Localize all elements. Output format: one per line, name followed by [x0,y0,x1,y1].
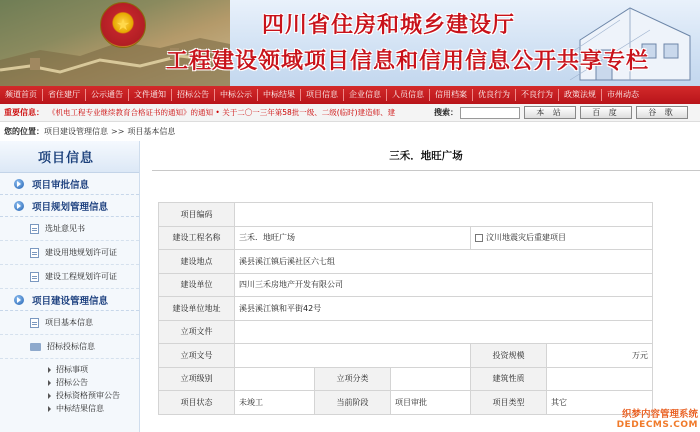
nav-item[interactable]: 项目信息 [301,89,344,101]
field-label: 建设工程名称 [159,226,235,250]
nav-item[interactable]: 招标公告 [172,89,215,101]
table-row [159,250,653,274]
sidebar-leaf-item[interactable]: 招标公告 [0,376,139,389]
document-icon [30,224,39,234]
nav-item[interactable]: 中标公示 [215,89,258,101]
checkbox[interactable] [475,234,483,242]
field-value [235,344,471,368]
search-label: 搜索： [434,108,458,117]
breadcrumb-item[interactable]: 项目建设管理信息 [44,126,108,136]
table-row [159,297,653,321]
sidebar-section-construction[interactable]: 项目建设管理信息 [0,289,139,311]
project-detail-table [158,202,653,415]
field-label: 立项文号 [159,344,235,368]
table-row [159,344,653,368]
breadcrumb [0,123,700,139]
nav-item[interactable]: 政策法规 [559,89,602,101]
national-emblem-icon: ★ [100,2,146,48]
nav-item[interactable]: 企业信息 [344,89,387,101]
sidebar-leaf-item[interactable]: 中标结果信息 [0,402,139,415]
triangle-bullet-icon [48,367,51,373]
sidebar-section-planning[interactable]: 项目规划管理信息 [0,195,139,217]
field-label: 立项级别 [159,367,235,391]
arrow-bullet-icon [14,179,24,189]
nav-item[interactable]: 公示通告 [86,89,129,101]
folder-icon [30,343,41,351]
field-label: 立项文件 [159,320,235,344]
field-value: 溪县溪江镇和平街42号 [235,297,653,321]
field-label: 建设单位地址 [159,297,235,321]
site-title: 四川省住房和城乡建设厅 [262,13,516,38]
sidebar-item-bidding[interactable]: 招标投标信息 [0,335,139,359]
notice-bar [0,104,700,122]
sidebar-header: 项目信息 [0,141,139,173]
triangle-bullet-icon [48,393,51,399]
watermark-domain: DEDECMS.COM [616,420,698,430]
table-row [159,367,653,391]
field-label: 项目状态 [159,391,235,415]
field-value: 四川三禾房地产开发有限公司 [235,273,653,297]
nav-item[interactable]: 信用档案 [430,89,473,101]
table-row [159,226,653,250]
watermark [580,406,698,430]
page-title: 三禾．地旺广场 [152,141,700,171]
field-label: 建设单位 [159,273,235,297]
document-icon [30,272,39,282]
notice-ticker[interactable]: 《机电工程专业继续教育合格证书的通知》的通知 • 关于二〇一三年第58批一级、二级(临时)建造师、建 [48,108,396,117]
search-site-button[interactable]: 本 站 [524,106,576,119]
table-row [159,203,653,227]
field-label: 项目编码 [159,203,235,227]
field-label: 项目类型 [471,391,547,415]
header-banner [0,0,700,86]
breadcrumb-item: 项目基本信息 [127,126,176,136]
disaster-checkbox-cell [471,226,653,250]
arrow-bullet-icon [14,201,24,211]
field-value: 其它 [547,391,653,415]
site-subtitle: 工程建设领域项目信息和信用信息公开共享专栏 [166,49,650,74]
search-google-button[interactable]: 谷 歌 [636,106,688,119]
table-row [159,391,653,415]
arrow-bullet-icon [14,295,24,305]
watermark-text: 织梦内容管理系统 [621,409,698,420]
field-value [235,203,653,227]
table-row [159,320,653,344]
document-icon [30,318,39,328]
nav-item[interactable]: 人员信息 [387,89,430,101]
triangle-bullet-icon [48,406,51,412]
sidebar-section-approval[interactable]: 项目审批信息 [0,173,139,195]
sidebar-leaf-item[interactable]: 投标资格预审公告 [0,389,139,402]
field-value: 万元 [547,344,653,368]
sidebar-item-construction-permit[interactable]: 建设工程规划许可证 [0,265,139,289]
document-icon [30,248,39,258]
field-value [547,367,653,391]
search-input[interactable] [460,107,520,119]
field-label: 立项分类 [315,367,391,391]
field-value [391,367,471,391]
sidebar-item-site-opinion[interactable]: 选址意见书 [0,217,139,241]
search-baidu-button[interactable]: 百 度 [580,106,632,119]
field-value: 溪县溪江镇后溪社区六七组 [235,250,653,274]
table-row [159,273,653,297]
breadcrumb-separator: >> [111,126,125,136]
nav-item[interactable]: 频道首页 [0,89,43,101]
field-value [235,320,653,344]
field-value [235,367,315,391]
field-value: 未竣工 [235,391,315,415]
field-label: 建筑性质 [471,367,547,391]
breadcrumb-label: 您的位置： [4,126,44,136]
notice-label: 重要信息： [4,108,44,117]
checkbox-label: 汶川地震灾后重建项目 [486,233,566,243]
nav-item[interactable]: 省住建厅 [43,89,86,101]
field-value: 项目审批 [391,391,471,415]
main-content [152,141,700,432]
field-label: 建设地点 [159,250,235,274]
nav-item[interactable]: 不良行为 [516,89,559,101]
sidebar-leaf-item[interactable]: 招标事项 [0,363,139,376]
nav-item[interactable]: 文件通知 [129,89,172,101]
nav-item[interactable]: 中标结果 [258,89,301,101]
field-value: 三禾．地旺广场 [235,226,471,250]
field-label: 当前阶段 [315,391,391,415]
sidebar [0,141,140,432]
sidebar-item-basic-info[interactable]: 项目基本信息 [0,311,139,335]
triangle-bullet-icon [48,380,51,386]
nav-item[interactable]: 市州动态 [607,90,639,99]
sidebar-item-land-permit[interactable]: 建设用地规划许可证 [0,241,139,265]
field-label: 投资规模 [471,344,547,368]
nav-item[interactable]: 优良行为 [473,89,516,101]
main-nav [0,86,700,104]
